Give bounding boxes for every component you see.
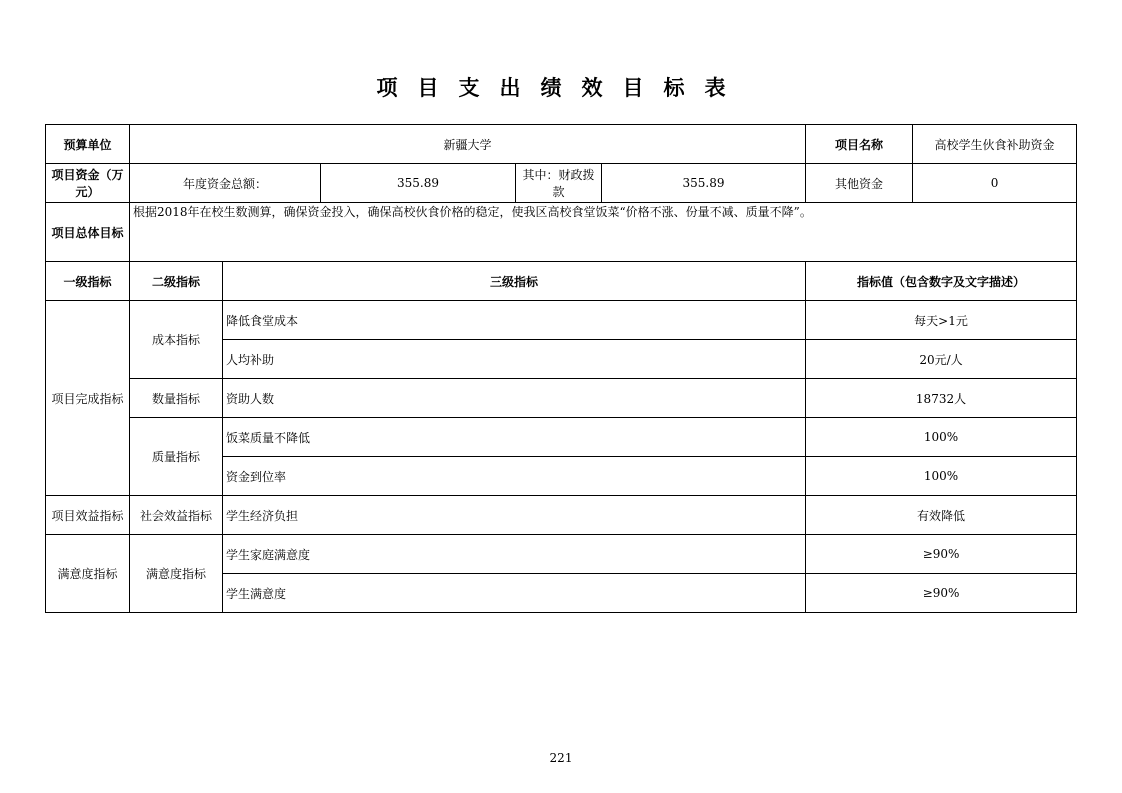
table-row	[46, 301, 1077, 340]
indicator-name: 降低食堂成本	[223, 301, 806, 340]
indicator-value: 每天>1元	[806, 301, 1077, 340]
funds-label: 项目资金（万元）	[46, 164, 130, 203]
indicator-value: 18732人	[806, 379, 1077, 418]
benefit-indicator: 项目效益指标	[46, 496, 130, 535]
indicator-value: ≥90%	[806, 535, 1077, 574]
goal-label: 项目总体目标	[46, 203, 130, 262]
project-name-value: 高校学生伙食补助资金	[913, 125, 1077, 164]
indicator-name: 资金到位率	[223, 457, 806, 496]
performance-target-table	[45, 124, 1077, 613]
indicator-value: ≥90%	[806, 574, 1077, 613]
indicator-value: 20元/人	[806, 340, 1077, 379]
indicator-name: 资助人数	[223, 379, 806, 418]
budget-unit-value: 新疆大学	[130, 125, 806, 164]
indicator-value: 100%	[806, 457, 1077, 496]
budget-unit-row	[46, 125, 1077, 164]
funds-fiscal-value: 355.89	[602, 164, 806, 203]
goal-text: 根据2018年在校生数测算，确保资金投入，确保高校伙食价格的稳定，使我区高校食堂饭菜“价格不涨、份量不减、质量不降”。	[130, 203, 1077, 262]
level3-header: 三级指标	[223, 262, 806, 301]
funds-fiscal-label: 其中：财政拨款	[516, 164, 602, 203]
page-title: 项目支出绩效目标表	[376, 76, 746, 100]
funds-total-label: 年度资金总额：	[130, 164, 321, 203]
table-row	[46, 418, 1077, 457]
indicator-name: 学生满意度	[223, 574, 806, 613]
completion-indicator: 项目完成指标	[46, 301, 130, 496]
table-row	[46, 379, 1077, 418]
social-indicator: 社会效益指标	[130, 496, 223, 535]
indicator-value: 有效降低	[806, 496, 1077, 535]
table-row	[46, 496, 1077, 535]
indicator-name: 学生经济负担	[223, 496, 806, 535]
indicator-name: 饭菜质量不降低	[223, 418, 806, 457]
column-header-row	[46, 262, 1077, 301]
quantity-indicator: 数量指标	[130, 379, 223, 418]
budget-unit-label: 预算单位	[46, 125, 130, 164]
level1-header: 一级指标	[46, 262, 130, 301]
page-number: 221	[549, 751, 573, 765]
value-header: 指标值（包含数字及文字描述）	[806, 262, 1077, 301]
project-name-label: 项目名称	[806, 125, 913, 164]
funds-total-value: 355.89	[321, 164, 516, 203]
funds-row	[46, 164, 1077, 203]
funds-other-label: 其他资金	[806, 164, 913, 203]
level2-header: 二级指标	[130, 262, 223, 301]
indicator-name: 学生家庭满意度	[223, 535, 806, 574]
satisfaction-sub-indicator: 满意度指标	[130, 535, 223, 613]
table-row	[46, 535, 1077, 574]
indicator-value: 100%	[806, 418, 1077, 457]
indicator-name: 人均补助	[223, 340, 806, 379]
cost-indicator: 成本指标	[130, 301, 223, 379]
funds-other-value: 0	[913, 164, 1077, 203]
quality-indicator: 质量指标	[130, 418, 223, 496]
satisfaction-indicator: 满意度指标	[46, 535, 130, 613]
goal-row	[46, 203, 1077, 262]
